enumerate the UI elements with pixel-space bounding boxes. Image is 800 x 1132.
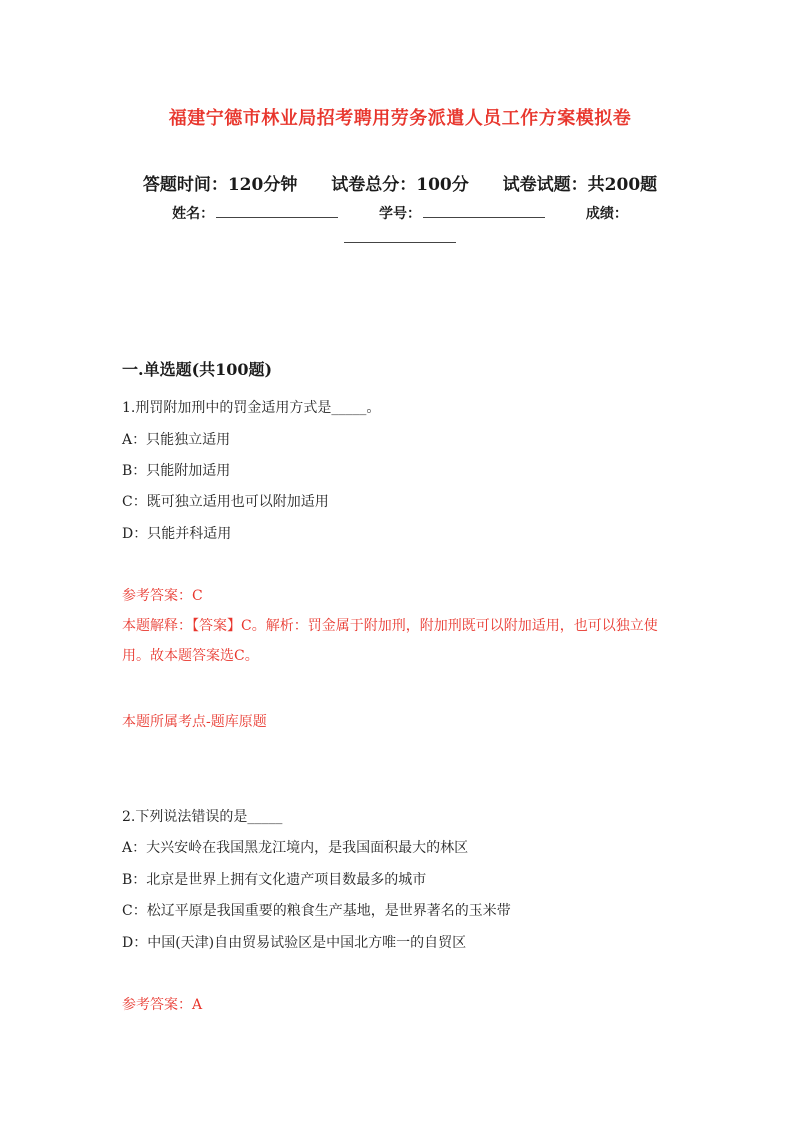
name-label: 姓名： bbox=[172, 206, 215, 222]
answer: 参考答案：C bbox=[122, 588, 203, 604]
question-stem: 2.下列说法错误的是_____ bbox=[122, 809, 283, 825]
option-c: C：既可独立适用也可以附加适用 bbox=[122, 494, 329, 510]
exam-meta bbox=[0, 170, 800, 195]
exam-title: 福建宁德市林业局招考聘用劳务派遣人员工作方案模拟卷 bbox=[168, 108, 632, 129]
student-info bbox=[0, 203, 800, 223]
name-blank bbox=[216, 205, 338, 218]
option-d: D：只能并科适用 bbox=[122, 526, 232, 542]
explanation: 本题解释：【答案】C。解析：罚金属于附加刑，附加刑既可以附加适用，也可以独立使用。故本题答案选C。 bbox=[122, 618, 658, 664]
id-label: 学号： bbox=[379, 206, 421, 222]
option-b: B：只能附加适用 bbox=[122, 463, 231, 479]
exam-time: 答题时间：120分钟 bbox=[142, 175, 298, 195]
exam-total-score: 试卷总分：100分 bbox=[331, 175, 469, 195]
option-a: A：只能独立适用 bbox=[122, 432, 231, 448]
score-label: 成绩： bbox=[585, 206, 628, 222]
question-source: 本题所属考点-题库原题 bbox=[122, 714, 267, 730]
section-title: 一.单选题(共100题) bbox=[122, 360, 273, 379]
id-blank bbox=[423, 205, 545, 218]
score-blank bbox=[344, 232, 456, 243]
option-c: C：松辽平原是我国重要的粮食生产基地，是世界著名的玉米带 bbox=[122, 903, 511, 919]
question-stem: 1.刑罚附加刑中的罚金适用方式是_____。 bbox=[122, 400, 381, 416]
option-b: B：北京是世界上拥有文化遗产项目数最多的城市 bbox=[122, 872, 427, 888]
option-a: A：大兴安岭在我国黑龙江境内，是我国面积最大的林区 bbox=[122, 840, 469, 856]
answer: 参考答案：A bbox=[122, 997, 203, 1013]
score-blank-row bbox=[0, 228, 800, 247]
exam-question-count: 试卷试题：共200题 bbox=[502, 175, 658, 195]
option-d: D：中国(天津)自由贸易试验区是中国北方唯一的自贸区 bbox=[122, 935, 467, 951]
